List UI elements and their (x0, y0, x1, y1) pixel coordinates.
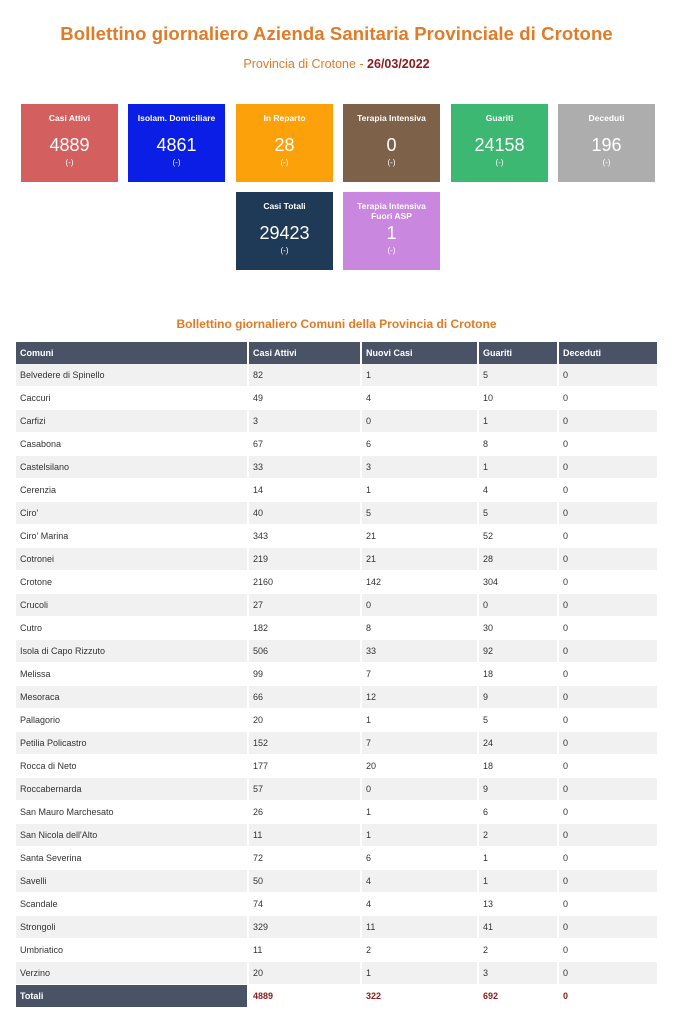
table-row (16, 525, 658, 548)
cell-nuovi-casi: 7 (361, 663, 478, 686)
stat-card-label: Guariti (485, 113, 514, 123)
stat-card-delta: (-) (280, 158, 289, 167)
cell-guariti: 1 (478, 870, 558, 893)
cell-comune: Cutro (16, 617, 248, 640)
cell-guariti: 3 (478, 962, 558, 985)
table-row (16, 778, 658, 801)
stat-card-value: 4889 (49, 135, 90, 155)
stat-card-label: Deceduti (588, 113, 625, 123)
cell-deceduti: 0 (558, 617, 658, 640)
totals-nuovi-casi: 322 (361, 985, 478, 1008)
cell-guariti: 28 (478, 548, 558, 571)
cell-deceduti: 0 (558, 847, 658, 870)
cell-comune: Scandale (16, 893, 248, 916)
cell-guariti: 8 (478, 433, 558, 456)
cell-nuovi-casi: 20 (361, 755, 478, 778)
totals-row (16, 985, 658, 1008)
cell-deceduti: 0 (558, 594, 658, 617)
table-row (16, 456, 658, 479)
cell-guariti: 9 (478, 778, 558, 801)
cell-nuovi-casi: 142 (361, 571, 478, 594)
cell-comune: Umbriatico (16, 939, 248, 962)
stat-card (128, 104, 225, 182)
cell-deceduti: 0 (558, 479, 658, 502)
cell-deceduti: 0 (558, 433, 658, 456)
table-row (16, 801, 658, 824)
cell-casi-attivi: 33 (248, 456, 361, 479)
table-row (16, 640, 658, 663)
cell-nuovi-casi: 0 (361, 778, 478, 801)
cell-deceduti: 0 (558, 755, 658, 778)
stat-card-value: 4861 (156, 135, 197, 155)
table-row (16, 548, 658, 571)
stat-card-value: 0 (386, 135, 397, 155)
cell-nuovi-casi: 1 (361, 824, 478, 847)
cell-guariti: 0 (478, 594, 558, 617)
cell-deceduti: 0 (558, 893, 658, 916)
cell-casi-attivi: 14 (248, 479, 361, 502)
cell-casi-attivi: 219 (248, 548, 361, 571)
stat-card-delta: (-) (602, 158, 611, 167)
cell-guariti: 6 (478, 801, 558, 824)
cell-comune: Caccuri (16, 387, 248, 410)
cell-guariti: 18 (478, 663, 558, 686)
cell-comune: Ciro' (16, 502, 248, 525)
cell-casi-attivi: 20 (248, 709, 361, 732)
stat-card-delta: (-) (280, 246, 289, 255)
totals-label: Totali (16, 985, 248, 1008)
cell-guariti: 1 (478, 847, 558, 870)
cell-comune: Crotone (16, 571, 248, 594)
cell-casi-attivi: 74 (248, 893, 361, 916)
cell-comune: Roccabernarda (16, 778, 248, 801)
table-row (16, 893, 658, 916)
cell-casi-attivi: 50 (248, 870, 361, 893)
table-row (16, 571, 658, 594)
stat-card-delta: (-) (172, 158, 181, 167)
cell-comune: San Nicola dell'Alto (16, 824, 248, 847)
cell-casi-attivi: 82 (248, 364, 361, 387)
stat-card-delta: (-) (65, 158, 74, 167)
cell-deceduti: 0 (558, 778, 658, 801)
cell-deceduti: 0 (558, 456, 658, 479)
cell-comune: Savelli (16, 870, 248, 893)
totals-guariti: 692 (478, 985, 558, 1008)
table-row (16, 939, 658, 962)
table-row (16, 847, 658, 870)
cell-deceduti: 0 (558, 962, 658, 985)
cell-comune: Crucoli (16, 594, 248, 617)
header-guariti: Guariti (478, 342, 558, 364)
cell-nuovi-casi: 11 (361, 916, 478, 939)
cell-comune: San Mauro Marchesato (16, 801, 248, 824)
cell-comune: Cotronei (16, 548, 248, 571)
cell-casi-attivi: 40 (248, 502, 361, 525)
cell-comune: Strongoli (16, 916, 248, 939)
table-row (16, 663, 658, 686)
cell-guariti: 5 (478, 502, 558, 525)
cell-deceduti: 0 (558, 640, 658, 663)
cell-deceduti: 0 (558, 916, 658, 939)
cell-guariti: 52 (478, 525, 558, 548)
stat-card (343, 104, 440, 182)
header-deceduti: Deceduti (558, 342, 658, 364)
cell-deceduti: 0 (558, 502, 658, 525)
stat-card (236, 104, 333, 182)
cell-casi-attivi: 506 (248, 640, 361, 663)
table-row (16, 686, 658, 709)
cell-nuovi-casi: 2 (361, 939, 478, 962)
cell-deceduti: 0 (558, 824, 658, 847)
cell-comune: Petilia Policastro (16, 732, 248, 755)
cell-guariti: 9 (478, 686, 558, 709)
table-row (16, 387, 658, 410)
table-row (16, 870, 658, 893)
cell-deceduti: 0 (558, 548, 658, 571)
cell-guariti: 24 (478, 732, 558, 755)
stat-card-value: 28 (274, 135, 295, 155)
cell-casi-attivi: 57 (248, 778, 361, 801)
cell-guariti: 5 (478, 364, 558, 387)
cell-nuovi-casi: 0 (361, 410, 478, 433)
cell-casi-attivi: 66 (248, 686, 361, 709)
stat-card-delta: (-) (387, 246, 396, 255)
cell-comune: Carfizi (16, 410, 248, 433)
cell-comune: Verzino (16, 962, 248, 985)
cell-nuovi-casi: 33 (361, 640, 478, 663)
cell-comune: Belvedere di Spinello (16, 364, 248, 387)
table-row (16, 594, 658, 617)
cell-casi-attivi: 177 (248, 755, 361, 778)
cell-nuovi-casi: 21 (361, 525, 478, 548)
cell-casi-attivi: 72 (248, 847, 361, 870)
cell-nuovi-casi: 1 (361, 962, 478, 985)
cell-casi-attivi: 99 (248, 663, 361, 686)
cell-comune: Mesoraca (16, 686, 248, 709)
table-row (16, 755, 658, 778)
cell-deceduti: 0 (558, 686, 658, 709)
cell-deceduti: 0 (558, 870, 658, 893)
cell-casi-attivi: 329 (248, 916, 361, 939)
cell-guariti: 2 (478, 939, 558, 962)
totals-deceduti: 0 (558, 985, 658, 1008)
cell-deceduti: 0 (558, 364, 658, 387)
cell-nuovi-casi: 4 (361, 893, 478, 916)
cell-casi-attivi: 20 (248, 962, 361, 985)
cell-nuovi-casi: 6 (361, 847, 478, 870)
cell-deceduti: 0 (558, 709, 658, 732)
cell-comune: Ciro' Marina (16, 525, 248, 548)
cell-guariti: 30 (478, 617, 558, 640)
stat-card-label: Terapia Intensiva Fuori ASP (357, 201, 426, 221)
stat-card (21, 104, 118, 182)
cell-comune: Casabona (16, 433, 248, 456)
table-row (16, 916, 658, 939)
stat-card (558, 104, 655, 182)
municipalities-table (16, 342, 659, 1008)
cell-casi-attivi: 2160 (248, 571, 361, 594)
table-row (16, 479, 658, 502)
cell-guariti: 92 (478, 640, 558, 663)
cell-deceduti: 0 (558, 732, 658, 755)
stat-card-label: Casi Totali (263, 201, 306, 211)
cell-deceduti: 0 (558, 571, 658, 594)
cell-comune: Melissa (16, 663, 248, 686)
cell-comune: Rocca di Neto (16, 755, 248, 778)
page-title: Bollettino giornaliero Azienda Sanitaria Provinciale di Crotone (60, 23, 613, 44)
cell-nuovi-casi: 0 (361, 594, 478, 617)
stat-card-label: Casi Attivi (48, 113, 91, 123)
page-subtitle (0, 57, 673, 71)
totals-casi-attivi: 4889 (248, 985, 361, 1008)
cell-comune: Santa Severina (16, 847, 248, 870)
cell-casi-attivi: 11 (248, 939, 361, 962)
header-comuni: Comuni (16, 342, 248, 364)
table-row (16, 962, 658, 985)
cell-casi-attivi: 182 (248, 617, 361, 640)
cell-guariti: 13 (478, 893, 558, 916)
cell-casi-attivi: 3 (248, 410, 361, 433)
cell-casi-attivi: 27 (248, 594, 361, 617)
stat-card-label: Terapia Intensiva (357, 113, 426, 123)
cell-guariti: 4 (478, 479, 558, 502)
cell-guariti: 1 (478, 410, 558, 433)
stat-card (343, 192, 440, 270)
cell-deceduti: 0 (558, 387, 658, 410)
header-nuovi-casi: Nuovi Casi (361, 342, 478, 364)
cell-nuovi-casi: 3 (361, 456, 478, 479)
cell-comune: Isola di Capo Rizzuto (16, 640, 248, 663)
table-row (16, 824, 658, 847)
stat-card (236, 192, 333, 270)
cell-comune: Castelsilano (16, 456, 248, 479)
cell-guariti: 18 (478, 755, 558, 778)
cell-casi-attivi: 11 (248, 824, 361, 847)
cell-guariti: 41 (478, 916, 558, 939)
header-casi-attivi: Casi Attivi (248, 342, 361, 364)
cell-guariti: 2 (478, 824, 558, 847)
cell-guariti: 304 (478, 571, 558, 594)
bulletin-date: 26/03/2022 (367, 57, 430, 71)
cell-casi-attivi: 49 (248, 387, 361, 410)
cell-casi-attivi: 26 (248, 801, 361, 824)
cell-nuovi-casi: 12 (361, 686, 478, 709)
cell-deceduti: 0 (558, 525, 658, 548)
cell-deceduti: 0 (558, 663, 658, 686)
table-row (16, 502, 658, 525)
cell-nuovi-casi: 1 (361, 479, 478, 502)
stat-card-value: 196 (591, 135, 622, 155)
section-title: Bollettino giornaliero Comuni della Provincia di Crotone (176, 317, 497, 331)
table-row (16, 433, 658, 456)
table-row (16, 410, 658, 433)
cell-deceduti: 0 (558, 939, 658, 962)
cell-nuovi-casi: 6 (361, 433, 478, 456)
cell-casi-attivi: 343 (248, 525, 361, 548)
cell-nuovi-casi: 7 (361, 732, 478, 755)
table-row (16, 709, 658, 732)
cell-nuovi-casi: 4 (361, 870, 478, 893)
cell-nuovi-casi: 1 (361, 709, 478, 732)
cell-comune: Pallagorio (16, 709, 248, 732)
table-row (16, 617, 658, 640)
stat-card-value: 29423 (259, 223, 310, 243)
stat-card-value: 24158 (474, 135, 525, 155)
stat-card (451, 104, 548, 182)
cell-nuovi-casi: 21 (361, 548, 478, 571)
cell-deceduti: 0 (558, 410, 658, 433)
cell-nuovi-casi: 1 (361, 364, 478, 387)
cell-comune: Cerenzia (16, 479, 248, 502)
cell-casi-attivi: 152 (248, 732, 361, 755)
stat-card-delta: (-) (387, 158, 396, 167)
cell-nuovi-casi: 4 (361, 387, 478, 410)
cell-nuovi-casi: 1 (361, 801, 478, 824)
cell-guariti: 5 (478, 709, 558, 732)
table-body (16, 364, 658, 985)
cell-nuovi-casi: 8 (361, 617, 478, 640)
stat-card-delta: (-) (495, 158, 504, 167)
table-row (16, 364, 658, 387)
cell-casi-attivi: 67 (248, 433, 361, 456)
cell-guariti: 10 (478, 387, 558, 410)
cell-nuovi-casi: 5 (361, 502, 478, 525)
stat-card-value: 1 (386, 223, 397, 243)
table-header-row (16, 342, 658, 364)
stat-card-label: In Reparto (263, 113, 306, 123)
cell-deceduti: 0 (558, 801, 658, 824)
stat-card-label: Isolam. Domiciliare (137, 113, 216, 123)
cell-guariti: 1 (478, 456, 558, 479)
subtitle-province: Provincia di Crotone - (243, 57, 368, 71)
table-row (16, 732, 658, 755)
